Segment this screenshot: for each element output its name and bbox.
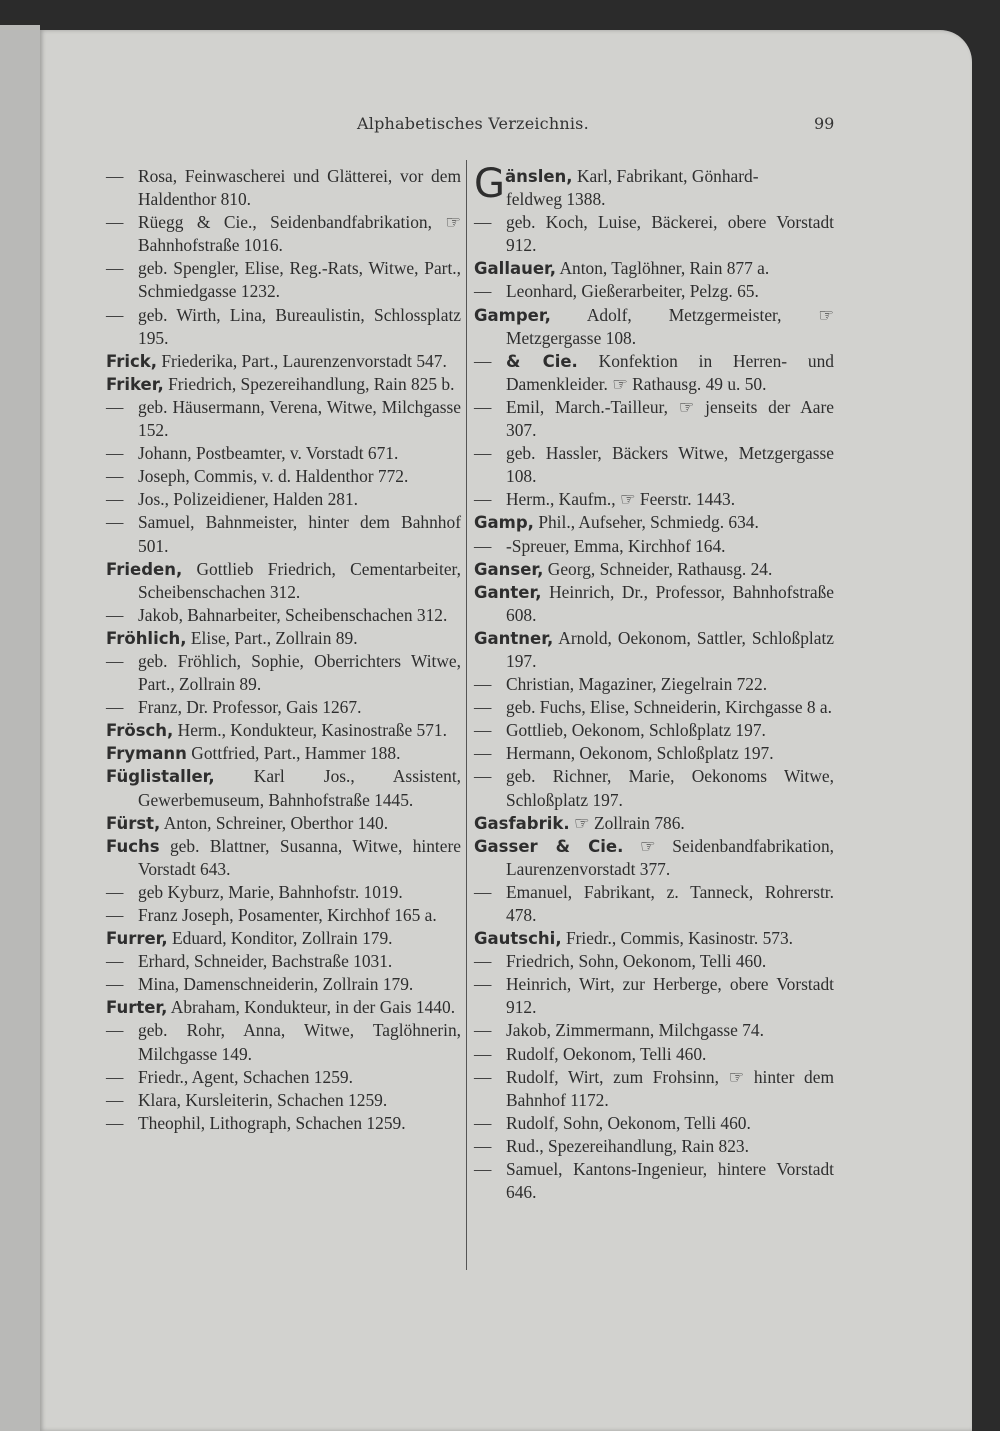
directory-entry xyxy=(106,812,461,835)
entry-details: Karl Jos., Assistent, Gewerbemuseum, Bahnhofstraße 1445. xyxy=(138,766,461,810)
entry-details: Leonhard, Gießerarbeiter, Pelzg. 65. xyxy=(506,281,759,302)
column-divider xyxy=(466,160,467,1270)
directory-entry xyxy=(474,835,834,881)
entry-details: Emil, March.-Tailleur, ☞ jenseits der Aare 307. xyxy=(506,396,834,441)
entry-firm: & Cie. xyxy=(506,351,578,371)
ditto-dash: — xyxy=(474,743,492,764)
entry-details: Franz, Dr. Professor, Gais 1267. xyxy=(138,697,362,718)
entry-details: Jakob, Zimmermann, Milchgasse 74. xyxy=(506,1020,764,1041)
ditto-dash: — xyxy=(474,350,492,371)
ditto-dash: — xyxy=(106,604,124,625)
entry-surname: Furter, xyxy=(106,998,168,1018)
ditto-dash: — xyxy=(106,396,124,417)
ditto-dash: — xyxy=(474,1043,492,1064)
ditto-dash: — xyxy=(474,1159,492,1180)
entry-surname: Frymann xyxy=(106,744,187,764)
entry-surname: Frick, xyxy=(106,351,158,371)
previous-page-edge xyxy=(0,25,40,1431)
entry-details: geb. Hassler, Bäckers Witwe, Metzgergasse 108. xyxy=(506,443,834,487)
entry-details: Johann, Postbeamter, v. Vorstadt 671. xyxy=(138,443,399,464)
entry-surname: Frieden, xyxy=(106,559,183,579)
entry-details: Hermann, Oekonom, Schloßplatz 197. xyxy=(506,743,774,764)
entry-details: -Spreuer, Emma, Kirchhof 164. xyxy=(506,535,726,556)
ditto-dash: — xyxy=(106,489,124,510)
ditto-dash: — xyxy=(474,212,492,233)
directory-entry xyxy=(474,488,834,511)
entry-details: Christian, Magaziner, Ziegelrain 722. xyxy=(506,674,768,695)
directory-entry xyxy=(474,1158,834,1204)
directory-entry xyxy=(106,1112,461,1135)
directory-entry xyxy=(474,1112,834,1135)
entry-surname: Gallauer, xyxy=(474,259,557,279)
entry-details: Gottfried, Part., Hammer 188. xyxy=(191,743,401,764)
entry-surname: Fuchs xyxy=(106,836,160,856)
entry-details: Friedrich, Sohn, Oekonom, Telli 460. xyxy=(506,951,767,972)
directory-entry xyxy=(106,465,461,488)
entry-details: Eduard, Konditor, Zollrain 179. xyxy=(172,928,393,949)
entry-surname: Gamp, xyxy=(474,513,534,533)
ditto-dash: — xyxy=(106,1089,124,1110)
entry-details: Franz Joseph, Posamenter, Kirchhof 165 a. xyxy=(138,905,437,925)
entry-details: Theophil, Lithograph, Schachen 1259. xyxy=(138,1112,406,1133)
directory-entry xyxy=(474,719,834,742)
entry-details: Friedrich, Spezereihandlung, Rain 825 b. xyxy=(168,373,455,394)
ditto-dash: — xyxy=(474,697,492,718)
ditto-dash: — xyxy=(474,1020,492,1041)
ditto-dash: — xyxy=(106,905,124,925)
ditto-dash: — xyxy=(106,258,124,279)
entry-details: Rudolf, Oekonom, Telli 460. xyxy=(506,1043,707,1064)
entry-details: geb. Wirth, Lina, Bureaulistin, Schlossplatz 195. xyxy=(138,304,461,348)
page-number: 99 xyxy=(814,114,835,133)
entry-surname: Gasfabrik. xyxy=(474,813,570,833)
entry-details: Gottlieb Friedrich, Cementarbeiter, Scheibenschachen 312. xyxy=(138,558,461,602)
entry-details: Emanuel, Fabrikant, z. Tanneck, Rohrerstr. 478. xyxy=(506,881,834,925)
entry-details: Friederika, Part., Laurenzenvorstadt 547. xyxy=(161,350,447,371)
entry-details: Georg, Schneider, Rathausg. 24. xyxy=(547,558,773,579)
entry-details: Rud., Spezereihandlung, Rain 823. xyxy=(506,1135,749,1156)
directory-entry xyxy=(474,350,834,396)
ditto-dash: — xyxy=(474,1135,492,1156)
ditto-dash: — xyxy=(474,281,492,302)
directory-entry xyxy=(474,535,834,558)
directory-entry xyxy=(474,950,834,973)
ditto-dash: — xyxy=(474,1112,492,1133)
entry-surname: Gamper, xyxy=(474,305,551,325)
entry-details: Erhard, Schneider, Bachstraße 1031. xyxy=(138,951,393,972)
entry-details: Phil., Aufseher, Schmiedg. 634. xyxy=(538,512,759,533)
ditto-dash: — xyxy=(474,535,492,556)
directory-entry xyxy=(106,835,461,881)
directory-entry xyxy=(106,650,461,696)
ditto-dash: — xyxy=(474,443,492,464)
directory-entry xyxy=(474,396,834,442)
entry-details: Adolf, Metzgermeister, ☞ Metzgergasse 108. xyxy=(506,304,835,348)
directory-entry xyxy=(106,488,461,511)
entry-surname: Gasser & Cie. xyxy=(474,836,624,856)
entry-surname: Ganser, xyxy=(474,559,544,579)
entry-details: Konfektion in Herren- und Damenkleider. ☞ Rathausg. 49 u. 50. xyxy=(506,350,834,394)
entry-details: Gottlieb, Oekonom, Schloßplatz 197. xyxy=(506,720,766,741)
directory-entry xyxy=(474,161,834,211)
entry-details: geb. Häusermann, Verena, Witwe, Milchgasse 152. xyxy=(138,396,461,441)
entry-details: ☞ Seidenbandfabrikation, Laurenzenvorstadt 377. xyxy=(506,835,834,879)
ditto-dash: — xyxy=(474,489,492,510)
directory-entry xyxy=(474,765,834,811)
entry-details: Herm., Kondukteur, Kasinostraße 571. xyxy=(177,720,447,741)
directory-entry xyxy=(106,904,461,927)
ditto-dash: — xyxy=(106,166,124,186)
directory-entry xyxy=(474,627,834,673)
directory-entry xyxy=(474,742,834,765)
directory-entry xyxy=(474,581,834,627)
entry-surname: änslen, xyxy=(505,167,573,186)
ditto-dash: — xyxy=(106,1066,124,1087)
entry-details: Herm., Kaufm., ☞ Feerstr. 1443. xyxy=(506,489,736,510)
ditto-dash: — xyxy=(474,881,492,902)
directory-entry xyxy=(106,350,461,373)
directory-entry xyxy=(106,511,461,557)
ditto-dash: — xyxy=(474,951,492,972)
directory-entry xyxy=(106,604,461,627)
directory-entry xyxy=(474,280,834,303)
directory-entry xyxy=(106,211,461,257)
entry-surname: Fürst, xyxy=(106,813,161,833)
entry-surname: Frösch, xyxy=(106,721,174,741)
entry-details: Heinrich, Dr., Professor, Bahnhofstraße 608. xyxy=(506,581,834,625)
directory-entry xyxy=(474,973,834,1019)
directory-entry xyxy=(106,973,461,996)
entry-surname: Füglistaller, xyxy=(106,767,215,787)
directory-entry xyxy=(474,881,834,927)
directory-entry xyxy=(106,742,461,765)
right-column xyxy=(474,161,835,1204)
entry-details: Rüegg & Cie., Seidenbandfabrikation, ☞ Bahnhofstraße 1016. xyxy=(138,212,461,256)
entry-details: Jakob, Bahnarbeiter, Scheibenschachen 312. xyxy=(138,604,448,625)
entry-details: Joseph, Commis, v. d. Haldenthor 772. xyxy=(138,466,409,487)
ditto-dash: — xyxy=(106,443,124,464)
directory-entry xyxy=(106,950,461,973)
entry-details-cont: feldweg 1388. xyxy=(506,189,606,210)
entry-surname: Gautschi, xyxy=(474,929,562,949)
entry-details: Arnold, Oekonom, Sattler, Schloßplatz 197. xyxy=(506,627,834,671)
directory-entry xyxy=(106,304,461,350)
directory-entry xyxy=(106,396,461,442)
entry-surname: Gantner, xyxy=(474,628,554,648)
directory-entry xyxy=(106,627,461,650)
entry-details: Elise, Part., Zollrain 89. xyxy=(190,627,358,648)
directory-entry xyxy=(106,765,461,811)
entry-details: geb. Fröhlich, Sophie, Oberrichters Witwe, Part., Zollrain 89. xyxy=(138,650,461,695)
directory-entry xyxy=(474,1066,834,1112)
directory-entry xyxy=(474,257,834,280)
ditto-dash: — xyxy=(474,674,492,695)
ditto-dash: — xyxy=(474,766,492,787)
ditto-dash: — xyxy=(106,466,124,487)
ditto-dash: — xyxy=(474,974,492,995)
directory-entry xyxy=(106,373,461,396)
directory-entry xyxy=(474,211,834,257)
directory-entry xyxy=(474,696,834,719)
entry-details: Jos., Polizeidiener, Halden 281. xyxy=(138,489,359,510)
entry-details: Heinrich, Wirt, zur Herberge, obere Vorstadt 912. xyxy=(506,974,834,1018)
ditto-dash: — xyxy=(106,1020,124,1041)
directory-entry xyxy=(106,996,461,1019)
entry-details: geb. Blattner, Susanna, Witwe, hintere Vorstadt 643. xyxy=(138,835,461,879)
entry-details: Friedr., Commis, Kasinostr. 573. xyxy=(565,928,794,949)
entry-details: Rudolf, Sohn, Oekonom, Telli 460. xyxy=(506,1112,751,1133)
entry-details: geb. Richner, Marie, Oekonoms Witwe, Schloßplatz 197. xyxy=(506,766,834,810)
entry-details: geb. Spengler, Elise, Reg.-Rats, Witwe, Part., Schmiedgasse 1232. xyxy=(138,258,461,302)
entry-surname: Friker, xyxy=(106,374,164,394)
ditto-dash: — xyxy=(106,974,124,995)
directory-entry xyxy=(106,719,461,742)
entry-details: Anton, Schreiner, Oberthor 140. xyxy=(163,812,389,833)
entry-surname: Furrer, xyxy=(106,929,168,949)
directory-entry xyxy=(474,927,834,950)
entry-details: geb. Fuchs, Elise, Schneiderin, Kirchgasse 8 a. xyxy=(506,697,832,718)
ditto-dash: — xyxy=(106,697,124,718)
entry-details: Mina, Damenschneiderin, Zollrain 179. xyxy=(138,974,414,995)
directory-entry xyxy=(106,881,461,904)
ditto-dash: — xyxy=(474,396,492,417)
entry-details: geb Kyburz, Marie, Bahnhofstr. 1019. xyxy=(138,881,403,902)
entry-surname: Ganter, xyxy=(474,582,542,602)
directory-entry xyxy=(474,1135,834,1158)
ditto-dash: — xyxy=(106,951,124,972)
entry-details: ☞ Zollrain 786. xyxy=(574,812,685,833)
directory-entry xyxy=(106,1066,461,1089)
initial-letter: G xyxy=(474,161,505,207)
ditto-dash: — xyxy=(106,650,124,671)
directory-entry xyxy=(106,696,461,719)
entry-details: geb. Rohr, Anna, Witwe, Taglöhnerin, Milchgasse 149. xyxy=(138,1020,461,1064)
directory-entry xyxy=(106,442,461,465)
ditto-dash: — xyxy=(106,1112,124,1133)
entry-details: Samuel, Kantons-Ingenieur, hintere Vorstadt 646. xyxy=(506,1159,834,1203)
directory-entry xyxy=(474,673,834,696)
left-column xyxy=(106,165,461,1135)
directory-entry xyxy=(474,812,834,835)
directory-entry xyxy=(474,1043,834,1066)
ditto-dash: — xyxy=(474,1066,492,1087)
directory-entry xyxy=(474,511,834,534)
entry-details: Rosa, Feinwascherei und Glätterei, vor dem Haldenthor 810. xyxy=(138,166,461,210)
directory-entry xyxy=(106,1019,461,1065)
directory-entry xyxy=(106,558,461,604)
entry-details: Rudolf, Wirt, zum Frohsinn, ☞ hinter dem Bahnhof 1172. xyxy=(506,1066,834,1110)
directory-entry xyxy=(106,257,461,303)
directory-entry xyxy=(106,165,461,211)
entry-details: geb. Koch, Luise, Bäckerei, obere Vorstadt 912. xyxy=(506,212,834,256)
entry-surname: Fröhlich, xyxy=(106,628,187,648)
ditto-dash: — xyxy=(106,881,124,902)
directory-entry xyxy=(474,442,834,488)
directory-entry xyxy=(474,1019,834,1042)
ditto-dash: — xyxy=(106,512,124,533)
entry-details: Abraham, Kondukteur, in der Gais 1440. xyxy=(170,997,456,1018)
entry-details: Karl, Fabrikant, Gönhard- xyxy=(576,166,759,186)
entry-details: Friedr., Agent, Schachen 1259. xyxy=(138,1066,353,1087)
directory-entry xyxy=(106,927,461,950)
entry-details: Klara, Kursleiterin, Schachen 1259. xyxy=(138,1089,388,1110)
entry-details: Anton, Taglöhner, Rain 877 a. xyxy=(559,258,770,279)
directory-entry xyxy=(474,558,834,581)
ditto-dash: — xyxy=(106,304,124,325)
entry-details: Samuel, Bahnmeister, hinter dem Bahnhof 501. xyxy=(138,512,461,556)
directory-entry xyxy=(106,1089,461,1112)
directory-entry xyxy=(474,304,834,350)
running-header: Alphabetisches Verzeichnis. xyxy=(357,114,589,133)
ditto-dash: — xyxy=(474,720,492,741)
ditto-dash: — xyxy=(106,212,124,233)
